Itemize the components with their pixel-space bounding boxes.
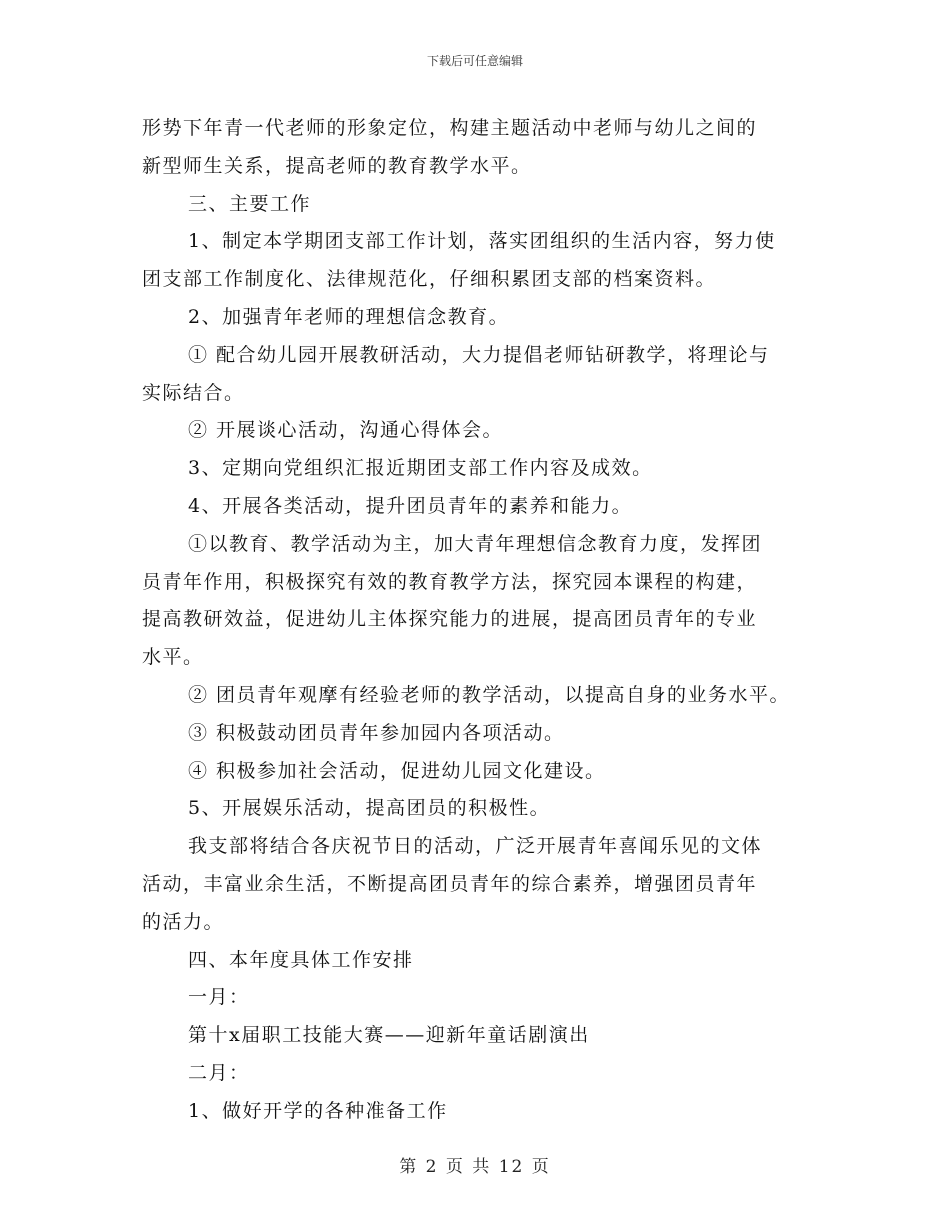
document-body xyxy=(142,110,822,1131)
body-line: 2、加强青年老师的理想信念教育。 xyxy=(188,305,510,328)
body-line: 第十x届职工技能大赛——迎新年童话剧演出 xyxy=(188,1024,590,1047)
body-line: 员青年作用，积极探究有效的教育教学方法，探究园本课程的构建， xyxy=(142,570,758,593)
section-heading: 三、主要工作 xyxy=(188,192,312,215)
body-line: 1、制定本学期团支部工作计划，落实团组织的生活内容，努力使 xyxy=(188,230,776,253)
body-line: 一月： xyxy=(188,986,250,1009)
body-line: 二月： xyxy=(188,1061,250,1084)
body-line: 3、定期向党组织汇报近期团支部工作内容及成效。 xyxy=(188,457,653,480)
body-line: 团支部工作制度化、法律规范化，仔细积累团支部的档案资料。 xyxy=(142,268,717,291)
body-line: 新型师生关系，提高老师的教育教学水平。 xyxy=(142,154,532,177)
body-line: ①以教育、教学活动为主，加大青年理想信念教育力度，发挥团 xyxy=(188,532,763,555)
page-header: 下载后可任意编辑 xyxy=(426,54,523,68)
body-line: 1、做好开学的各种准备工作 xyxy=(188,1099,448,1122)
body-line: 实际结合。 xyxy=(142,381,245,404)
body-line: ③ 积极鼓动团员青年参加园内各项活动。 xyxy=(188,721,565,744)
body-line: 活动，丰富业余生活，不断提高团员青年的综合素养，增强团员青年 xyxy=(142,872,758,895)
body-line: ② 开展谈心活动，沟通心得体会。 xyxy=(188,419,504,442)
body-line: 4、开展各类活动，提升团员青年的素养和能力。 xyxy=(188,494,633,517)
body-line: ① 配合幼儿园开展教研活动，大力提倡老师钻研教学，将理论与 xyxy=(188,343,770,366)
body-line: 的活力。 xyxy=(142,910,225,933)
body-line: 我支部将结合各庆祝节日的活动，广泛开展青年喜闻乐见的文体 xyxy=(188,835,763,858)
page-footer: 第 2 页 共 12 页 xyxy=(399,1157,551,1177)
body-line: 水平。 xyxy=(142,646,204,669)
section-heading: 四、本年度具体工作安排 xyxy=(188,948,414,971)
body-line: 5、开展娱乐活动，提高团员的积极性。 xyxy=(188,797,551,820)
body-line: ② 团员青年观摩有经验老师的教学活动，以提高自身的业务水平。 xyxy=(188,683,791,706)
body-line: 形势下年青一代老师的形象定位，构建主题活动中老师与幼儿之间的 xyxy=(142,117,758,139)
body-line: ④ 积极参加社会活动，促进幼儿园文化建设。 xyxy=(188,759,606,782)
body-line: 提高教研效益，促进幼儿主体探究能力的进展，提高团员青年的专业 xyxy=(142,608,758,631)
